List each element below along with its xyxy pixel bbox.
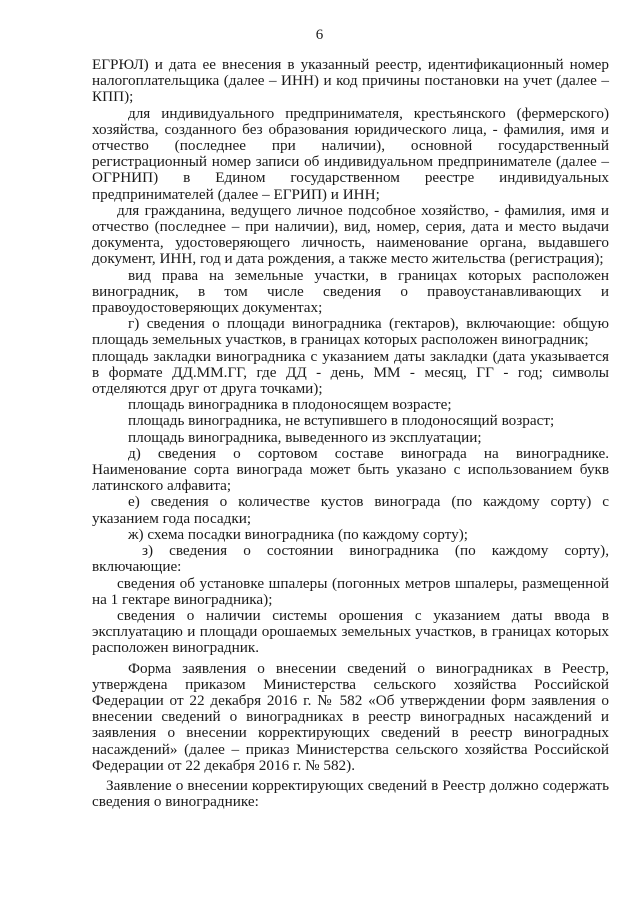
paragraph-fruiting-area: площадь виноградника в плодоносящем возрасте; [128,396,452,414]
page-number: 6 [315,27,324,43]
paragraph-non-fruiting-area: площадь виноградника, не вступившего в плодоносящий возраст; [128,412,555,430]
document-body [92,57,609,810]
paragraph-application-form: Форма заявления о внесении сведений о виноградниках в Реестр, утверждена приказом Министерства сельского хозяйства Российской Федерации от 22 декабря 2016 г. № 582 «Об утверждении форм заявления о внесении сведений о виноградниках в реестр виноградных насаждений и заявления о внесении корректирующих сведений в реестр виноградных насаждений» (далее – приказ Министерства сельского хозяйства Российской Федерации от 22 декабря 2016 г. № 582). [92,659,609,774]
paragraph-land-rights: вид права на земельные участки, в границах которых расположен виноградник, в том числе сведения о правоустанавливающих и правоудостоверяющих документах; [92,266,609,317]
paragraph-decommissioned-area: площадь виноградника, выведенного из эксплуатации; [128,428,482,446]
paragraph-vineyard-condition: з) сведения о состоянии виноградника (по каждому сорту), включающие: [92,542,609,576]
paragraph-trellis: сведения об установке шпалеры (погонных метров шпалеры, размещенной на 1 гектаре виноградника); [92,574,609,608]
paragraph-planting-scheme: ж) схема посадки виноградника (по каждому сорту); [128,525,468,543]
paragraph-corrective-application: Заявление о внесении корректирующих сведений в Реестр должно содержать сведения о винограднике: [92,776,609,811]
paragraph-bush-count: е) сведения о количестве кустов винограда (по каждому сорту) с указанием года посадки; [92,493,609,527]
paragraph-planting-area: площадь закладки виноградника с указанием даты закладки (дата указывается в формате ДД.ММ.ГГ, где ДД - день, ММ - месяц, ГГ - год; символы отделяются друг от друга точками); [92,347,609,398]
paragraph-variety-composition: д) сведения о сортовом составе винограда на винограднике. Наименование сорта винограда может быть указано с использованием букв латинского алфавита; [92,444,609,495]
paragraph-citizen-household: для гражданина, ведущего личное подсобное хозяйство, - фамилия, имя и отчество (последнее – при наличии), вид, номер, серия, дата и место выдачи документа, удостоверяющего личность, наименование органа, выдавшего документ, ИНН, год и дата рождения, а также место жительства (регистрация); [92,201,609,268]
paragraph-vineyard-area: г) сведения о площади виноградника (гектаров), включающие: общую площадь земельных участков, в границах которых расположен виноградник; [92,315,609,349]
paragraph-irrigation: сведения о наличии системы орошения с указанием даты ввода в эксплуатацию и площади орошаемых земельных участков, в границах которых расположен виноградник. [92,606,609,657]
paragraph-individual-entrepreneur: для индивидуального предпринимателя, крестьянского (фермерского) хозяйства, созданного без образования юридического лица, - фамилия, имя и отчество (последнее при наличии), основной государственный регистрационный номер записи об индивидуальном предпринимателе (далее – ОГРНИП) в Едином государственном реестре индивидуальных предпринимателей (далее – ЕГРИП) и ИНН; [92,104,609,203]
paragraph-egryul-inn-kpp: ЕГРЮЛ) и дата ее внесения в указанный реестр, идентификационный номер налогоплательщика (далее – ИНН) и код причины постановки на учет (далее – КПП); [92,56,609,106]
